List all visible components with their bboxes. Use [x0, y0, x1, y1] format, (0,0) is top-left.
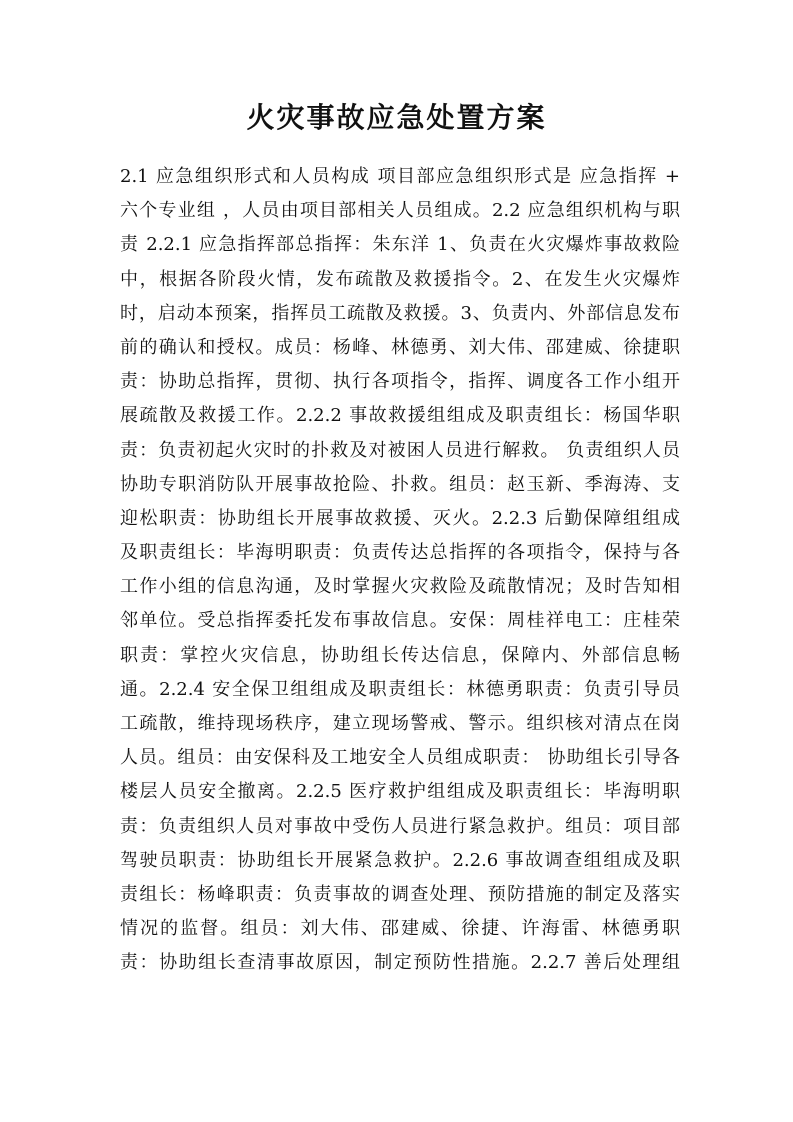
body-line: 迎松职责：协助组长开展事故救援、灭火。2.2.3 后勤保障组组成 [120, 507, 680, 529]
body-line: 情况的监督。组员：刘大伟、邵建威、徐捷、许海雷、林德勇职 [120, 918, 680, 940]
body-line: 2.1 应急组织形式和人员构成 项目部应急组织形式是 应急指挥 + [120, 166, 680, 187]
body-line: 时，启动本预案，指挥员工疏散及救援。3、负责内、外部信息发布 [120, 302, 680, 324]
body-line: 楼层人员安全撤离。2.2.5 医疗救护组组成及职责组长：毕海明职 [120, 781, 680, 803]
body-line: 通。2.2.4 安全保卫组组成及职责组长：林德勇职责：负责引导员 [120, 678, 680, 700]
body-line: 责：协助组长查清事故原因，制定预防性措施。2.2.7 善后处理组 [120, 952, 680, 974]
body-line: 前的确认和授权。成员：杨峰、林德勇、刘大伟、邵建威、徐捷职 [120, 336, 680, 358]
document-title: 火灾事故应急处置方案 [246, 101, 547, 134]
body-line: 责：负责组织人员对事故中受伤人员进行紧急救护。组员：项目部 [120, 815, 680, 837]
body-line: 六个专业组 ，人员由项目部相关人员组成。2.2 应急组织机构与职 [120, 200, 680, 222]
body-line: 邻单位。受总指挥委托发布事故信息。安保：周桂祥电工：庄桂荣 [120, 610, 680, 632]
body-line: 工疏散，维持现场秩序，建立现场警戒、警示。组织核对清点在岗 [120, 713, 680, 734]
body-line: 责：协助总指挥，贯彻、执行各项指令，指挥、调度各工作小组开 [120, 371, 680, 393]
body-line: 驾驶员职责：协助组长开展紧急救护。2.2.6 事故调查组组成及职 [120, 849, 680, 871]
body-line: 责：负责初起火灾时的扑救及对被困人员进行解救。 负责组织人员 [120, 439, 680, 461]
body-line: 展疏散及救援工作。2.2.2 事故救援组组成及职责组长：杨国华职 [120, 405, 680, 427]
document-body [120, 160, 680, 981]
body-line: 协助专职消防队开展事故抢险、扑救。组员：赵玉新、季海涛、支 [120, 473, 680, 495]
body-line: 中，根据各阶段火情，发布疏散及救援指令。2、在发生火灾爆炸 [120, 268, 680, 290]
body-line: 职责：掌控火灾信息，协助组长传达信息，保障内、外部信息畅 [120, 644, 680, 666]
body-line: 工作小组的信息沟通，及时掌握火灾救险及疏散情况；及时告知相 [120, 576, 680, 598]
body-line: 责 2.2.1 应急指挥部总指挥：朱东洋 1、负责在火灾爆炸事故救险 [120, 234, 680, 256]
body-line: 责组长：杨峰职责：负责事故的调查处理、预防措施的制定及落实 [120, 883, 680, 905]
body-line: 及职责组长：毕海明职责：负责传达总指挥的各项指令，保持与各 [120, 542, 680, 564]
body-line: 人员。组员：由安保科及工地安全人员组成职责： 协助组长引导各 [120, 747, 680, 769]
